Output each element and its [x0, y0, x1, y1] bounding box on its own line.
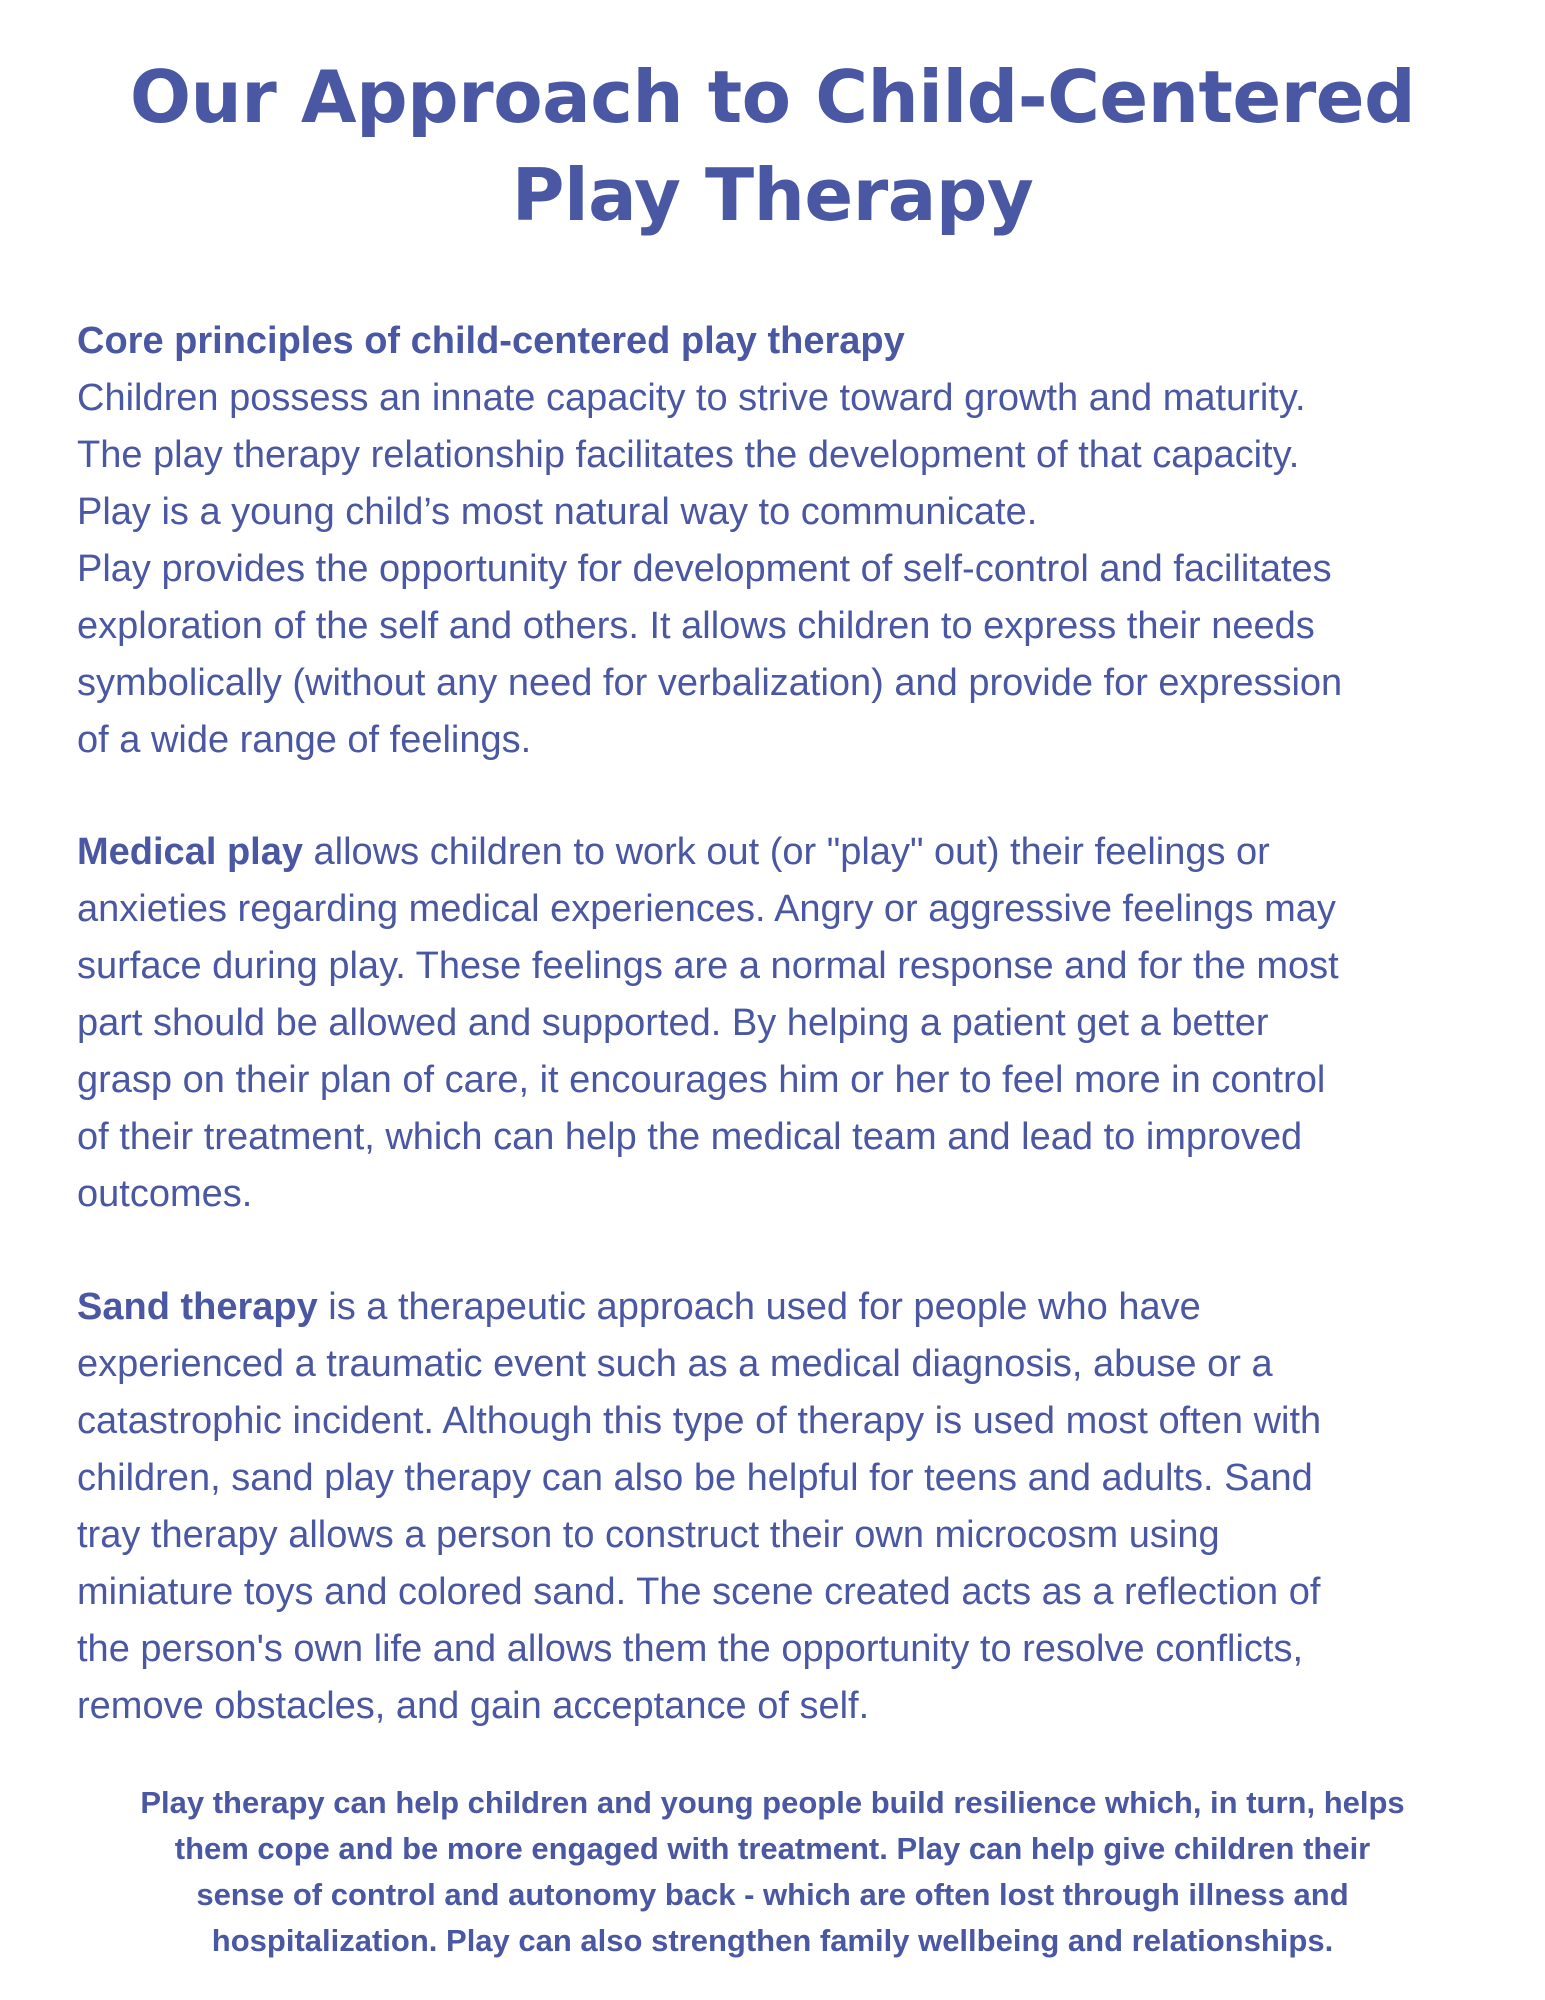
sand-therapy-line: remove obstacles, and gain acceptance of self. [77, 1685, 870, 1727]
sand-therapy-line: tray therapy allows a person to construct their own microcosm using [77, 1514, 1220, 1556]
sand-therapy-line: experienced a traumatic event such as a medical diagnosis, abuse or a [77, 1343, 1273, 1385]
medical-play-section [77, 824, 1477, 1223]
sand-therapy-first-line-text: is a therapeutic approach used for people who have [317, 1286, 1201, 1328]
core-principles-line: exploration of the self and others. It allows children to express their needs [77, 605, 1315, 647]
medical-play-term: Medical play [77, 831, 303, 873]
closing-statement [40, 1780, 1505, 1964]
medical-play-line: grasp on their plan of care, it encourages him or her to feel more in control [77, 1059, 1326, 1101]
core-principles-line: Play provides the opportunity for development of self-control and facilitates [77, 548, 1332, 590]
closing-line: hospitalization. Play can also strengthen family wellbeing and relationships. [211, 1923, 1334, 1958]
page-title [0, 48, 1545, 244]
sand-therapy-line: catastrophic incident. Although this type of therapy is used most often with [77, 1400, 1322, 1442]
core-principles-line: The play therapy relationship facilitates the development of that capacity. [77, 434, 1300, 476]
medical-play-line: outcomes. [77, 1173, 253, 1215]
page-title-line-1: Our Approach to Child-Centered [129, 55, 1416, 139]
medical-play-first-line [77, 824, 1477, 881]
sand-therapy-first-line [77, 1279, 1477, 1336]
page-title-line-2: Play Therapy [511, 153, 1034, 237]
medical-play-line: part should be allowed and supported. By helping a patient get a better [77, 1002, 1269, 1044]
core-principles-section [77, 313, 1477, 769]
medical-play-line: anxieties regarding medical experiences. Angry or aggressive feelings may [77, 888, 1336, 930]
sand-therapy-line: the person's own life and allows them the opportunity to resolve conflicts, [77, 1628, 1304, 1670]
medical-play-first-line-text: allows children to work out (or "play" out) their feelings or [302, 831, 1270, 873]
medical-play-line: surface during play. These feelings are a normal response and for the most [77, 945, 1339, 987]
closing-line: them cope and be more engaged with treatment. Play can help give children their [174, 1831, 1371, 1866]
core-principles-line: symbolically (without any need for verbalization) and provide for expression [77, 662, 1343, 704]
sand-therapy-term: Sand therapy [77, 1286, 318, 1328]
core-principles-heading: Core principles of child-centered play therapy [77, 320, 905, 362]
sand-therapy-section [77, 1279, 1477, 1735]
core-principles-line: of a wide range of feelings. [77, 719, 532, 761]
medical-play-line: of their treatment, which can help the medical team and lead to improved [77, 1116, 1303, 1158]
core-principles-line: Play is a young child’s most natural way to communicate. [77, 491, 1038, 533]
sand-therapy-line: miniature toys and colored sand. The scene created acts as a reflection of [77, 1571, 1321, 1613]
core-principles-line: Children possess an innate capacity to strive toward growth and maturity. [77, 377, 1306, 419]
closing-line: sense of control and autonomy back - which are often lost through illness and [196, 1877, 1349, 1912]
closing-line: Play therapy can help children and young people build resilience which, in turn, helps [140, 1785, 1405, 1820]
sand-therapy-line: children, sand play therapy can also be helpful for teens and adults. Sand [77, 1457, 1313, 1499]
